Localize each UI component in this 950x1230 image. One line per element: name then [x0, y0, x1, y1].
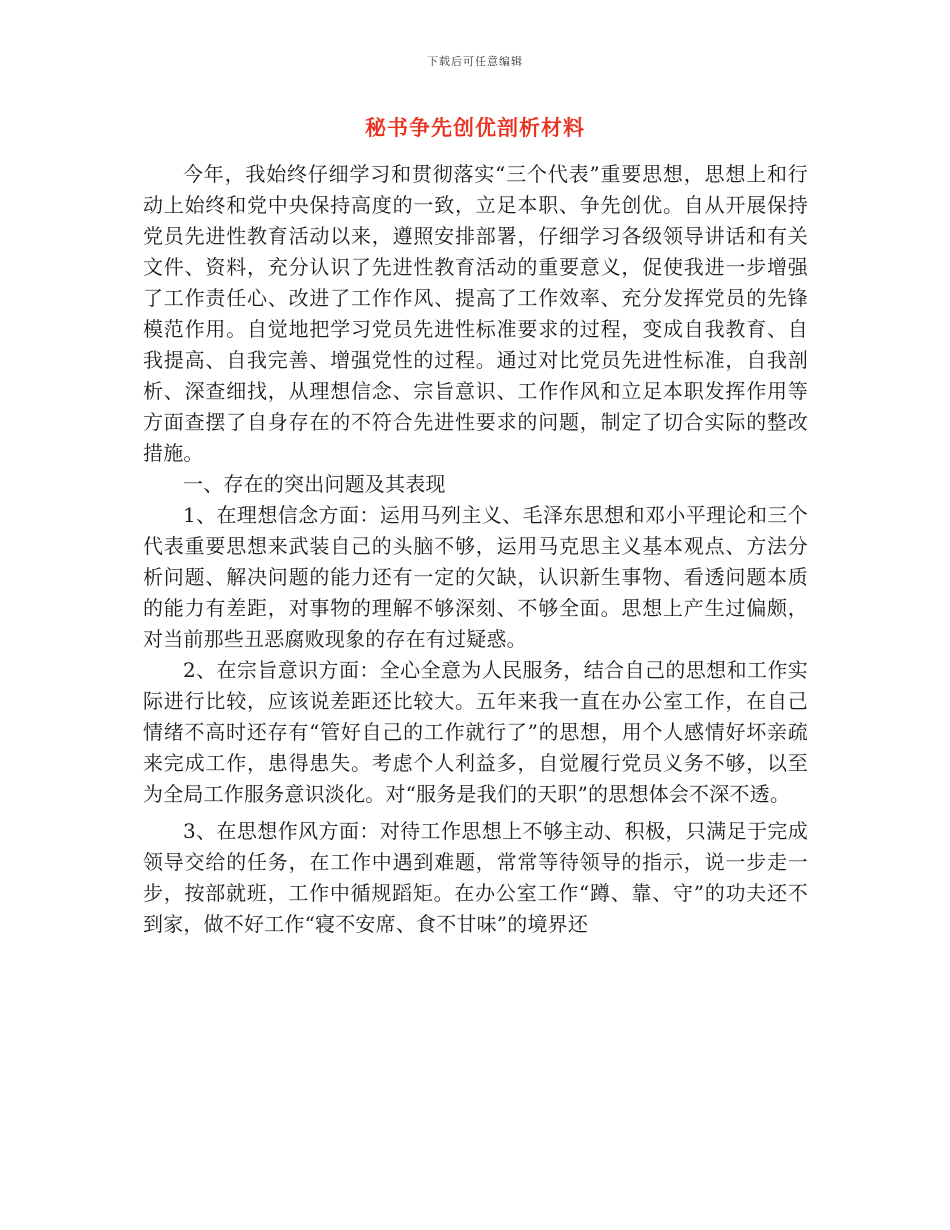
paragraph-intro: 今年，我始终仔细学习和贯彻落实“三个代表”重要思想，思想上和行动上始终和党中央保持高度的一致，立足本职、争先创优。自从开展保持党员先进性教育活动以来，遵照安排部署，仔细学习各级领导讲话和有关文件、资料，充分认识了先进性教育活动的重要意义，促使我进一步增强了工作责任心、改进了工作作风、提高了工作效率、充分发挥党员的先锋模范作用。自觉地把学习党员先进性标准要求的过程，变成自我教育、自我提高、自我完善、增强党性的过程。通过对比党员先进性标准，自我剖析、深查细找，从理想信念、宗旨意识、工作作风和立足本职发挥作用等方面查摆了自身存在的不符合先进性要求的问题，制定了切合实际的整改措施。	[143, 162, 808, 465]
paragraph-purpose: 2、在宗旨意识方面：全心全意为人民服务，结合自己的思想和工作实际进行比较，应该说差距还比较大。五年来我一直在办公室工作，在自己情绪不高时还存有“管好自己的工作就行了”的思想，用个人感情好坏亲疏来完成工作，患得患失。考虑个人利益多，自觉履行党员义务不够，以至为全局工作服务意识淡化。对“服务是我们的天职”的思想体会不深不透。	[143, 658, 808, 806]
document-body	[143, 159, 808, 940]
document-title: 秘书争先创优剖析材料	[365, 115, 585, 140]
section-heading: 一、存在的突出问题及其表现	[183, 472, 446, 496]
header-note: 下载后可任意编辑	[427, 55, 523, 68]
paragraph-work-style: 3、在思想作风方面：对待工作思想上不够主动、积极，只满足于完成领导交给的任务，在工作中遇到难题，常常等待领导的指示，说一步走一步，按部就班，工作中循规蹈矩。在办公室工作“蹲、靠、守”的功夫还不到家，做不好工作“寝不安席、食不甘味”的境界还	[143, 819, 808, 936]
paragraph-ideals: 1、在理想信念方面：运用马列主义、毛泽东思想和邓小平理论和三个代表重要思想来武装自己的头脑不够，运用马克思主义基本观点、方法分析问题、解决问题的能力还有一定的欠缺，认识新生事物、看透问题本质的能力有差距，对事物的理解不够深刻、不够全面。思想上产生过偏颇，对当前那些丑恶腐败现象的存在有过疑惑。	[143, 503, 808, 651]
